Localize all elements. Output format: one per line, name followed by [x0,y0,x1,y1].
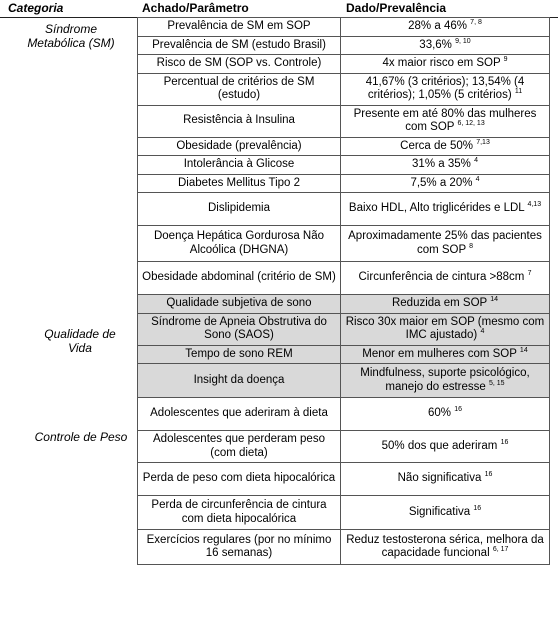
value-cell [341,193,550,226]
reference-superscript: 8 [469,242,474,250]
value-cell [341,18,550,37]
category-qualidade-de-vida [14,327,146,355]
category-controle-de-peso: Controle de Peso [34,430,128,444]
value-text: 4x maior risco em SOP [382,57,501,69]
value-text: 28% a 46% [408,20,467,32]
table-row [138,262,550,295]
reference-superscript: 5, 15 [489,379,505,387]
value-text: Menor em mulheres com SOP [362,347,517,360]
value-text: Aproximadamente 25% das pacientes com SOP [348,230,542,256]
parameter-cell: Qualidade subjetiva de sono [138,295,341,314]
value-cell [341,105,550,137]
parameter-cell: Doença Hepática Gordurosa Não Alcoólica (DHGNA) [138,226,341,262]
reference-superscript: 9 [503,56,508,64]
reference-superscript: 7, 8 [470,19,482,27]
reference-superscript: 16 [500,438,509,446]
parameter-cell: Síndrome de Apneia Obstrutiva do Sono (SAOS) [138,313,341,345]
reference-superscript: 7 [527,270,532,278]
reference-superscript: 14 [519,346,528,354]
category-line: Síndrome [44,22,98,36]
parameter-cell: Perda de peso com dieta hipocalórica [138,463,341,496]
value-cell [341,431,550,463]
reference-superscript: 4 [475,175,480,183]
value-cell [341,313,550,345]
value-text: Presente em até 80% das mulheres com SOP [353,107,537,133]
parameter-cell: Resistência à Insulina [138,105,341,137]
value-text: 31% a 35% [412,158,471,170]
parameter-cell: Exercícios regulares (por no mínimo 16 semanas) [138,530,341,565]
table-row [138,174,550,193]
value-text: 7,5% a 20% [410,176,473,189]
value-text: Reduzida em SOP [391,297,488,309]
reference-superscript: 6, 17 [492,546,509,554]
parameter-cell: Perda de circunferência de cintura com dieta hipocalórica [138,496,341,530]
reference-superscript: 16 [454,406,463,414]
value-cell [341,295,550,314]
table-row [138,496,550,530]
table-row [138,137,550,156]
table-row [138,226,550,262]
value-cell [341,156,550,175]
table-row [138,156,550,175]
parameter-cell: Dislipidemia [138,193,341,226]
table-row [138,105,550,137]
table-row [138,193,550,226]
header-achado: Achado/Parâmetro [142,1,249,15]
reference-superscript: 14 [490,296,499,304]
value-cell [341,496,550,530]
value-text: Cerca de 50% [400,139,474,152]
value-text: Significativa [408,505,471,518]
value-text: 33,6% [419,38,452,51]
table-row [138,313,550,345]
value-text: Não significativa [397,472,482,485]
value-cell [341,398,550,431]
value-text: 50% dos que aderiram [381,439,498,452]
parameter-cell: Prevalência de SM em SOP [138,18,341,37]
value-cell [341,174,550,193]
category-line: Vida [68,341,92,355]
table-row [138,345,550,364]
value-cell [341,530,550,565]
reference-superscript: 16 [484,471,493,479]
value-text: 60% [427,407,452,420]
table-row [138,18,550,37]
header-dado: Dado/Prevalência [346,1,447,15]
table-row [138,295,550,314]
reference-superscript: 4 [474,157,478,165]
parameter-cell: Adolescentes que aderiram à dieta [138,398,341,431]
parameter-cell: Intolerância à Glicose [138,156,341,175]
value-cell [341,262,550,295]
parameter-cell: Risco de SM (SOP vs. Controle) [138,55,341,74]
reference-superscript: 4,13 [527,201,542,209]
parameter-cell: Obesidade abdominal (critério de SM) [138,262,341,295]
reference-superscript: 11 [514,88,523,96]
value-text: Mindfulness, suporte psicológico, manejo do estresse [360,367,530,393]
category-line: Qualidade de [44,327,116,341]
table-row [138,463,550,496]
table-row [138,530,550,565]
value-cell [341,463,550,496]
parameter-cell: Tempo de sono REM [138,345,341,364]
parameter-cell: Prevalência de SM (estudo Brasil) [138,36,341,55]
value-cell [341,364,550,398]
category-line: Metabólica (SM) [27,36,115,50]
parameter-cell: Diabetes Mellitus Tipo 2 [138,174,341,193]
table-row [138,73,550,105]
category-sindrome-metabolica [14,22,128,50]
reference-superscript: 4 [480,328,485,336]
value-text: Baixo HDL, Alto triglicérides e LDL [348,202,525,215]
reference-superscript: 6, 12, 13 [457,120,485,128]
parameter-cell: Adolescentes que perderam peso (com dieta) [138,431,341,463]
findings-table-body [138,18,550,565]
parameter-cell: Percentual de critérios de SM (estudo) [138,73,341,105]
value-text: Reduz testosterona sérica, melhora da capacidade funcional [346,533,544,559]
table-row [138,431,550,463]
header-categoria: Categoria [8,1,64,15]
reference-superscript: 7,13 [476,138,490,146]
value-cell [341,36,550,55]
reference-superscript: 16 [473,504,482,512]
reference-superscript: 9, 10 [455,37,471,45]
parameter-cell: Insight da doença [138,364,341,398]
value-cell [341,55,550,74]
value-text: Circunferência de cintura >88cm [358,271,525,284]
table-row [138,364,550,398]
value-cell [341,226,550,262]
value-cell [341,345,550,364]
value-cell [341,137,550,156]
table-row [138,398,550,431]
parameter-cell: Obesidade (prevalência) [138,137,341,156]
value-text: 41,67% (3 critérios); 13,54% (4 critérios); 1,05% (5 critérios) [365,75,525,101]
table-row [138,55,550,74]
value-text: Risco 30x maior em SOP (mesmo com IMC ajustado) [345,315,545,341]
table-row [138,36,550,55]
value-cell [341,73,550,105]
findings-table [137,17,550,565]
